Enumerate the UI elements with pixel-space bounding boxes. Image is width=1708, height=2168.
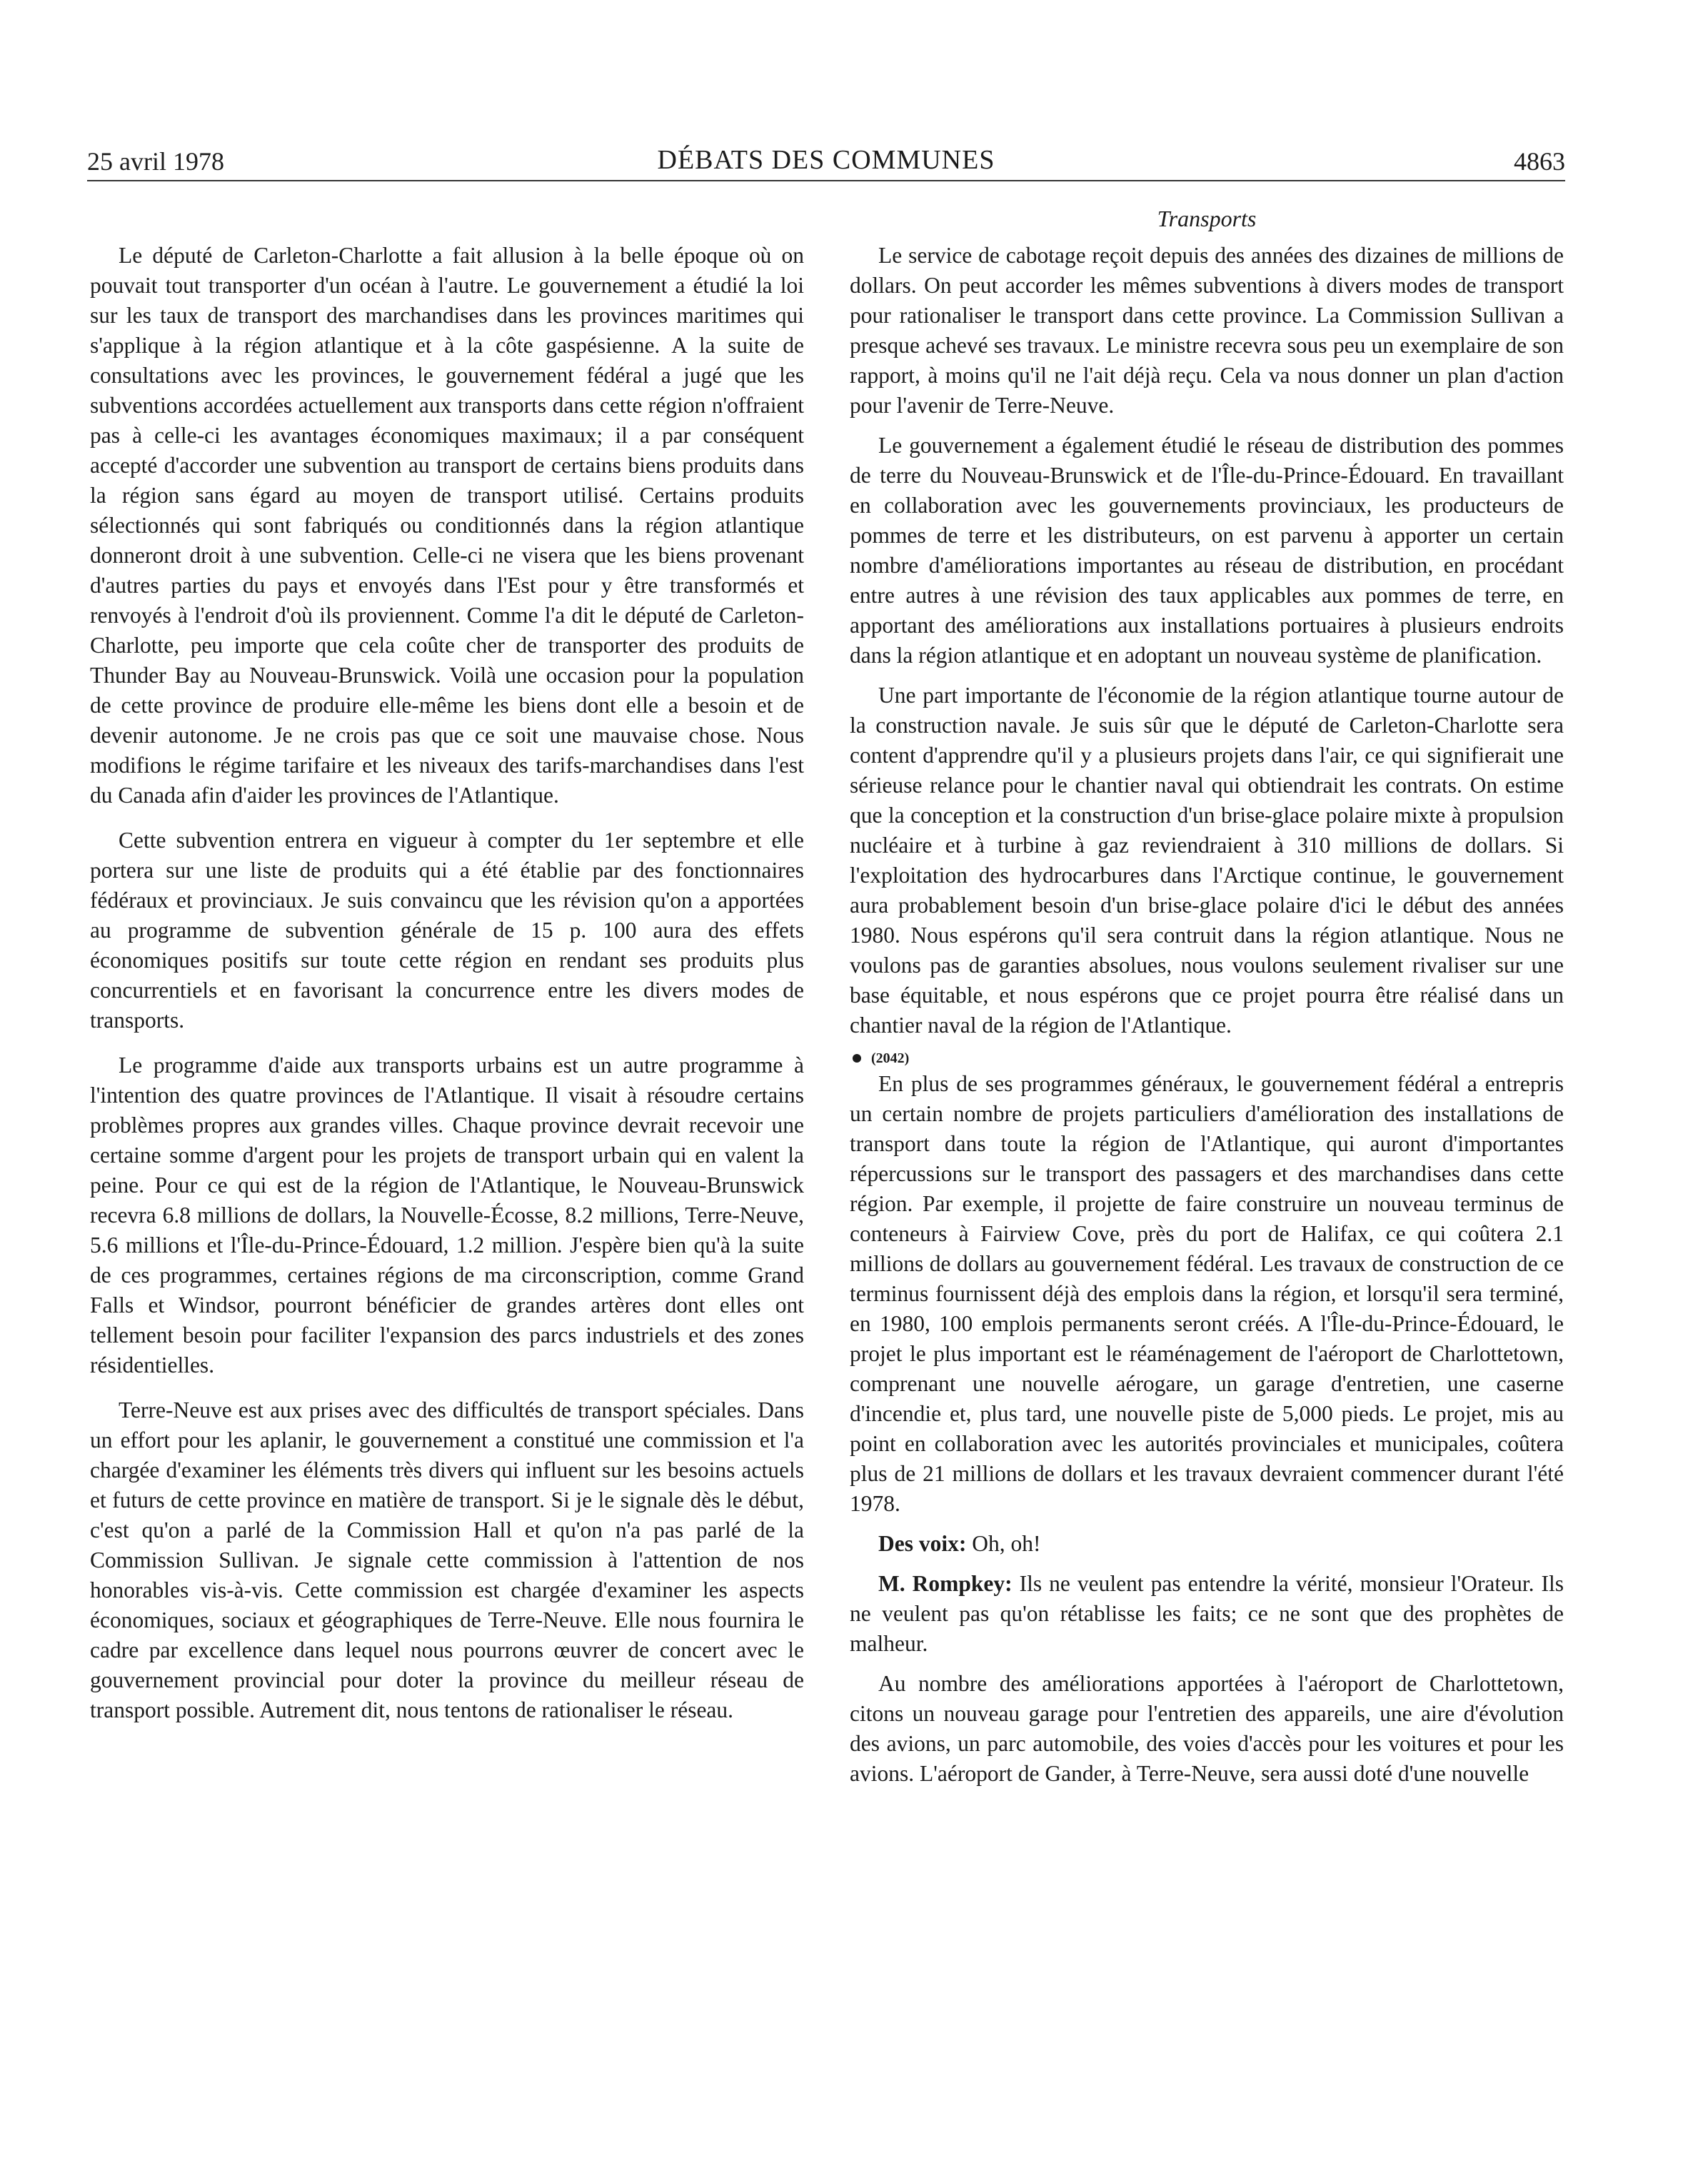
section-title: Transports	[1157, 206, 1257, 231]
speech	[850, 1569, 1564, 1659]
interjection-text: Oh, oh!	[966, 1531, 1041, 1556]
header-title: DÉBATS DES COMMUNES	[657, 145, 995, 175]
paragraph: Le gouvernement a également étudié le réseau de distribution des pommes de terre du Nouveau-Brunswick et de l'Île-du-Prince-Édouard. En travaillant en collaboration avec les gouvernements provinciaux, les producteurs de pommes de terre et les distributeurs, on est parvenu à apporter un certain nombre d'améliorations importantes au réseau de distribution, en procédant entre autres à une révision des taux applicables aux pommes de terre, en apportant des améliorations aux installations portuaires à plusieurs endroits dans la région atlantique et en adoptant un nouveau système de planification.	[850, 433, 1564, 668]
paragraph: Cette subvention entrera en vigueur à compter du 1er septembre et elle portera sur une liste de produits qui a été établie par des fonctionnaires fédéraux et provinciaux. Je suis convaincu que les révision qu'on a apportées au programme de subvention générale de 15 p. 100 aura des effets économiques positifs sur toute cette région en rendant ses produits plus concurrentiels et en favorisant la concurrence entre les divers modes de transports.	[90, 828, 804, 1033]
paragraph: Le député de Carleton-Charlotte a fait allusion à la belle époque où on pouvait tout transporter d'un océan à l'autre. Le gouvernement a étudié la loi sur les taux de transport des marchandises dans les provinces maritimes qui s'applique à la région atlantique et à la côte gaspésienne. A la suite de consultations avec les provinces, le gouvernement fédéral a jugé que les subventions accordées actuellement aux transports dans cette région n'offraient pas à celle-ci les avantages économiques maximaux; il a par conséquent accepté d'accorder une subvention au transport de certains biens produits dans la région sans égard au moyen de transport utilisé. Certains produits sélectionnés qui sont fabriqués ou conditionnés dans la région atlantique donneront droit à une subvention. Celle-ci ne visera que les biens provenant d'autres parties du pays et envoyés dans l'Est pour y être transformés et renvoyés à l'endroit d'où ils proviennent. Comme l'a dit le député de Carleton-Charlotte, peu importe que cela coûte cher de transporter des produits de Thunder Bay au Nouveau-Brunswick. Voilà une occasion pour la population de cette province de produire elle-même les biens dont elle a besoin et de devenir autonome. Je ne crois pas que ce soit une mauvaise chose. Nous modifions le régime tarifaire et les niveaux des tarifs-marchandises dans l'est du Canada afin d'aider les provinces de l'Atlantique.	[90, 243, 804, 808]
header-page-number: 4863	[1514, 147, 1565, 176]
header-date: 25 avril 1978	[87, 147, 224, 176]
time-marker	[850, 1048, 1564, 1069]
paragraph: Le service de cabotage reçoit depuis des années des dizaines de millions de dollars. On peut accorder les mêmes subventions à divers modes de transport pour rationaliser le transport dans cette province. La Commission Sullivan a presque achevé ses travaux. Le ministre recevra sous peu un exemplaire de son rapport, à moins qu'il ne l'ait déjà reçu. Cela va nous donner un plan d'action pour l'avenir de Terre-Neuve.	[850, 243, 1564, 418]
paragraph: Au nombre des améliorations apportées à l'aéroport de Charlottetown, citons un nouveau garage pour l'entretien des appareils, une aire d'évolution des avions, un parc automobile, des voies d'accès pour les voitures et pour les avions. L'aéroport de Gander, à Terre-Neuve, sera aussi doté d'une nouvelle	[850, 1671, 1564, 1786]
bullet-icon	[853, 1054, 861, 1063]
interjection	[850, 1529, 1564, 1559]
speaker-name: Des voix:	[878, 1531, 967, 1556]
paragraph: Une part importante de l'économie de la région atlantique tourne autour de la construction navale. Je suis sûr que le député de Carleton-Charlotte sera content d'apprendre qu'il y a plusieurs projets dans l'air, ce qui signifierait une sérieuse relance pour le chantier naval qui obtiendrait les contrats. On estime que la conception et la construction d'un brise-glace polaire mixte à propulsion nucléaire et à turbine à gaz reviendraient à 310 millions de dollars. Si l'exploitation des hydrocarbures dans l'Arctique continue, le gouvernement aura probablement besoin d'un brise-glace polaire d'ici le début des années 1980. Nous espérons qu'il sera contruit dans la région atlantique. Nous ne voulons pas de garanties absolues, nous voulons seulement rivaliser sur une base équitable, et nous espérons que ce projet pourra être réalisé dans un chantier naval de la région de l'Atlantique.	[850, 683, 1564, 1038]
right-column	[850, 204, 1564, 1789]
left-column	[90, 241, 804, 1725]
paragraph: En plus de ses programmes généraux, le gouvernement fédéral a entrepris un certain nombre de projets particuliers d'amélioration des installations de transport dans toute la région de l'Atlantique, qui auront d'importantes répercussions sur le transport des passagers et des marchandises dans cette région. Par exemple, il projette de faire construire un nouveau terminus de conteneurs à Fairview Cove, près du port de Halifax, ce qui coûtera 2.1 millions de dollars au gouvernement fédéral. Les travaux de construction de ce terminus fournissent déjà des emplois dans la région, et lorsqu'il sera terminé, en 1980, 100 emplois permanents seront créés. A l'Île-du-Prince-Édouard, le projet le plus important est le réaménagement de l'aéroport de Charlottetown, comprenant une nouvelle aérogare, un garage d'entretien, une caserne d'incendie et, plus tard, une nouvelle piste de 5,000 pieds. Le projet, mis au point en collaboration avec les autorités provinciales et municipales, coûtera plus de 21 millions de dollars et les travaux devraient commencer durant l'été 1978.	[850, 1071, 1564, 1516]
paragraph: Terre-Neuve est aux prises avec des difficultés de transport spéciales. Dans un effort pour les aplanir, le gouvernement a constitué une commission et l'a chargée d'examiner les éléments très divers qui influent sur les besoins actuels et futurs de cette province en matière de transport. Si je le signale dès le début, c'est qu'on a parlé de la Commission Hall et qu'on n'a pas parlé de la Commission Sullivan. Je signale cette commission à l'attention de nos honorables vis-à-vis. Cette commission est chargée d'examiner les aspects économiques, sociaux et géographiques de Terre-Neuve. Elle nous fournira le cadre par excellence dans lequel nous pourrons œuvrer de concert avec le gouvernement provincial pour doter la province du meilleur réseau de transport possible. Autrement dit, nous tentons de rationaliser le réseau.	[90, 1397, 804, 1722]
speech-text: Ils ne veulent pas entendre la vérité, monsieur l'Orateur. Ils ne veulent pas qu'on rétablisse les faits; ce ne sont que des prophètes de malheur.	[850, 1571, 1564, 1656]
speaker-name: M. Rompkey:	[878, 1571, 1013, 1596]
page-header	[87, 140, 1565, 180]
paragraph: Le programme d'aide aux transports urbains est un autre programme à l'intention des quatre provinces de l'Atlantique. Il visait à résoudre certains problèmes propres aux grandes villes. Chaque province devrait recevoir une certaine somme d'argent pour les projets de transport urbain qui en valent la peine. Pour ce qui est de la région de l'Atlantique, le Nouveau-Brunswick recevra 6.8 millions de dollars, la Nouvelle-Écosse, 8.2 millions, Terre-Neuve, 5.6 millions et l'Île-du-Prince-Édouard, 1.2 million. J'espère bien qu'à la suite de ces programmes, certaines régions de ma circonscription, comme Grand Falls et Windsor, pourront bénéficier de grandes artères dont elles ont tellement besoin pour faciliter l'expansion des parcs industriels et des zones résidentielles.	[90, 1053, 804, 1377]
header-rule	[87, 180, 1565, 181]
time-marker-label: (2042)	[871, 1050, 910, 1066]
